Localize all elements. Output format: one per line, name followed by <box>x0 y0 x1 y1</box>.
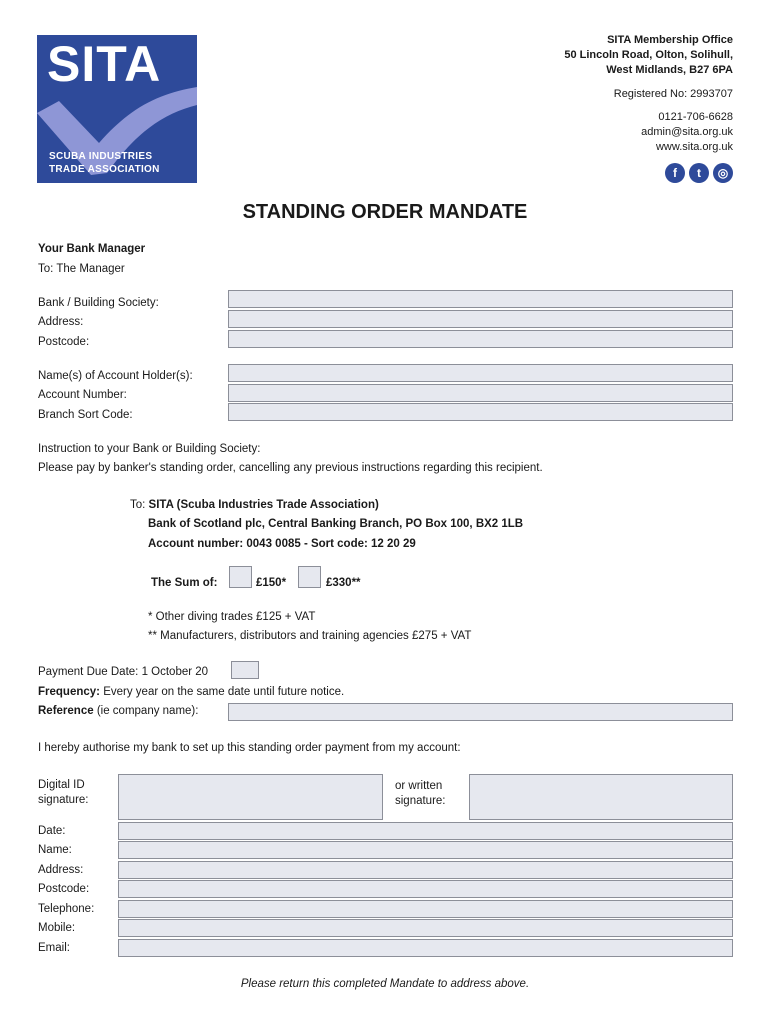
account-holders-field[interactable] <box>228 364 733 382</box>
option-330-checkbox[interactable] <box>298 566 321 588</box>
digital-signature-label-1: Digital ID <box>38 779 85 791</box>
digital-signature-label-2: signature: <box>38 794 89 806</box>
bank-postcode-field[interactable] <box>228 330 733 348</box>
instruction-text: Please pay by banker's standing order, cancelling any previous instructions regarding this recipient. <box>38 462 543 474</box>
reference-hint: (ie company name): <box>96 705 199 717</box>
bank-field[interactable] <box>228 290 733 308</box>
instagram-icon[interactable]: ◎ <box>713 163 733 183</box>
logo-text: SITA <box>47 36 162 92</box>
account-number-field[interactable] <box>228 384 733 402</box>
account-holders-label: Name(s) of Account Holder(s): <box>38 370 193 382</box>
telephone-label: Telephone: <box>38 903 95 915</box>
reference-label: Reference <box>38 705 94 717</box>
instruction-heading: Instruction to your Bank or Building Society: <box>38 443 261 455</box>
detail-postcode-field[interactable] <box>118 880 733 898</box>
office-email[interactable]: admin@sita.org.uk <box>641 126 733 138</box>
email-field[interactable] <box>118 939 733 957</box>
detail-address-field[interactable] <box>118 861 733 879</box>
payment-due-line <box>38 666 208 678</box>
footer-note: Please return this completed Mandate to address above. <box>240 978 530 990</box>
logo-line-1: SCUBA INDUSTRIES <box>49 151 153 162</box>
reference-field[interactable] <box>228 703 733 721</box>
mobile-field[interactable] <box>118 919 733 937</box>
sum-label: The Sum of: <box>151 577 218 589</box>
account-number-label: Account Number: <box>38 389 127 401</box>
twitter-icon[interactable]: t <box>689 163 709 183</box>
name-field[interactable] <box>118 841 733 859</box>
page-title: STANDING ORDER MANDATE <box>242 201 528 223</box>
recipient-bank: Bank of Scotland plc, Central Banking Branch, PO Box 100, BX2 1LB <box>148 518 524 530</box>
recipient-to-line <box>130 499 379 511</box>
office-website[interactable]: www.sita.org.uk <box>655 141 733 153</box>
bank-address-field[interactable] <box>228 310 733 328</box>
reference-line <box>38 705 198 717</box>
note-other-trades: * Other diving trades £125 + VAT <box>148 611 316 623</box>
date-label: Date: <box>38 825 66 837</box>
postcode-label: Postcode: <box>38 336 90 348</box>
to-manager-label: To: The Manager <box>38 263 125 275</box>
frequency-line <box>38 686 344 698</box>
recipient-name: SITA (Scuba Industries Trade Association) <box>148 499 379 511</box>
bank-label: Bank / Building Society: <box>38 297 159 309</box>
to-prefix: To: <box>130 499 146 511</box>
sita-logo <box>37 35 197 183</box>
office-phone: 0121-706-6628 <box>658 111 733 123</box>
payment-due-label: Payment Due Date: <box>38 666 139 678</box>
registered-number: Registered No: 2993707 <box>613 88 733 100</box>
email-label: Email: <box>38 942 70 954</box>
detail-postcode-label: Postcode: <box>38 883 90 895</box>
office-address-1: 50 Lincoln Road, Olton, Solihull, <box>564 49 733 61</box>
date-field[interactable] <box>118 822 733 840</box>
facebook-icon[interactable]: f <box>665 163 685 183</box>
name-label: Name: <box>38 844 72 856</box>
frequency-label: Frequency: <box>38 686 100 698</box>
authorise-text: I hereby authorise my bank to set up this standing order payment from my account: <box>38 742 461 754</box>
telephone-field[interactable] <box>118 900 733 918</box>
payment-year-field[interactable] <box>231 661 259 679</box>
option-330-label: £330** <box>326 577 361 589</box>
digital-signature-field[interactable] <box>118 774 383 820</box>
option-150-checkbox[interactable] <box>229 566 252 588</box>
frequency-value: Every year on the same date until future notice. <box>103 686 345 698</box>
address-label: Address: <box>38 316 84 328</box>
payment-due-value: 1 October 20 <box>141 666 209 678</box>
note-manufacturers: ** Manufacturers, distributors and training agencies £275 + VAT <box>148 630 472 642</box>
written-signature-field[interactable] <box>469 774 733 820</box>
office-name: SITA Membership Office <box>607 34 733 46</box>
sort-code-label: Branch Sort Code: <box>38 409 133 421</box>
option-150-label: £150* <box>256 577 287 589</box>
logo-line-2: TRADE ASSOCIATION <box>49 164 160 175</box>
recipient-account: Account number: 0043 0085 - Sort code: 12 20 29 <box>148 538 416 550</box>
bank-manager-heading: Your Bank Manager <box>38 243 146 255</box>
sort-code-field[interactable] <box>228 403 733 421</box>
detail-address-label: Address: <box>38 864 84 876</box>
office-address-2: West Midlands, B27 6PA <box>606 64 733 76</box>
written-signature-label-2: signature: <box>395 795 446 807</box>
written-signature-label-1: or written <box>395 780 443 792</box>
mobile-label: Mobile: <box>38 922 76 934</box>
